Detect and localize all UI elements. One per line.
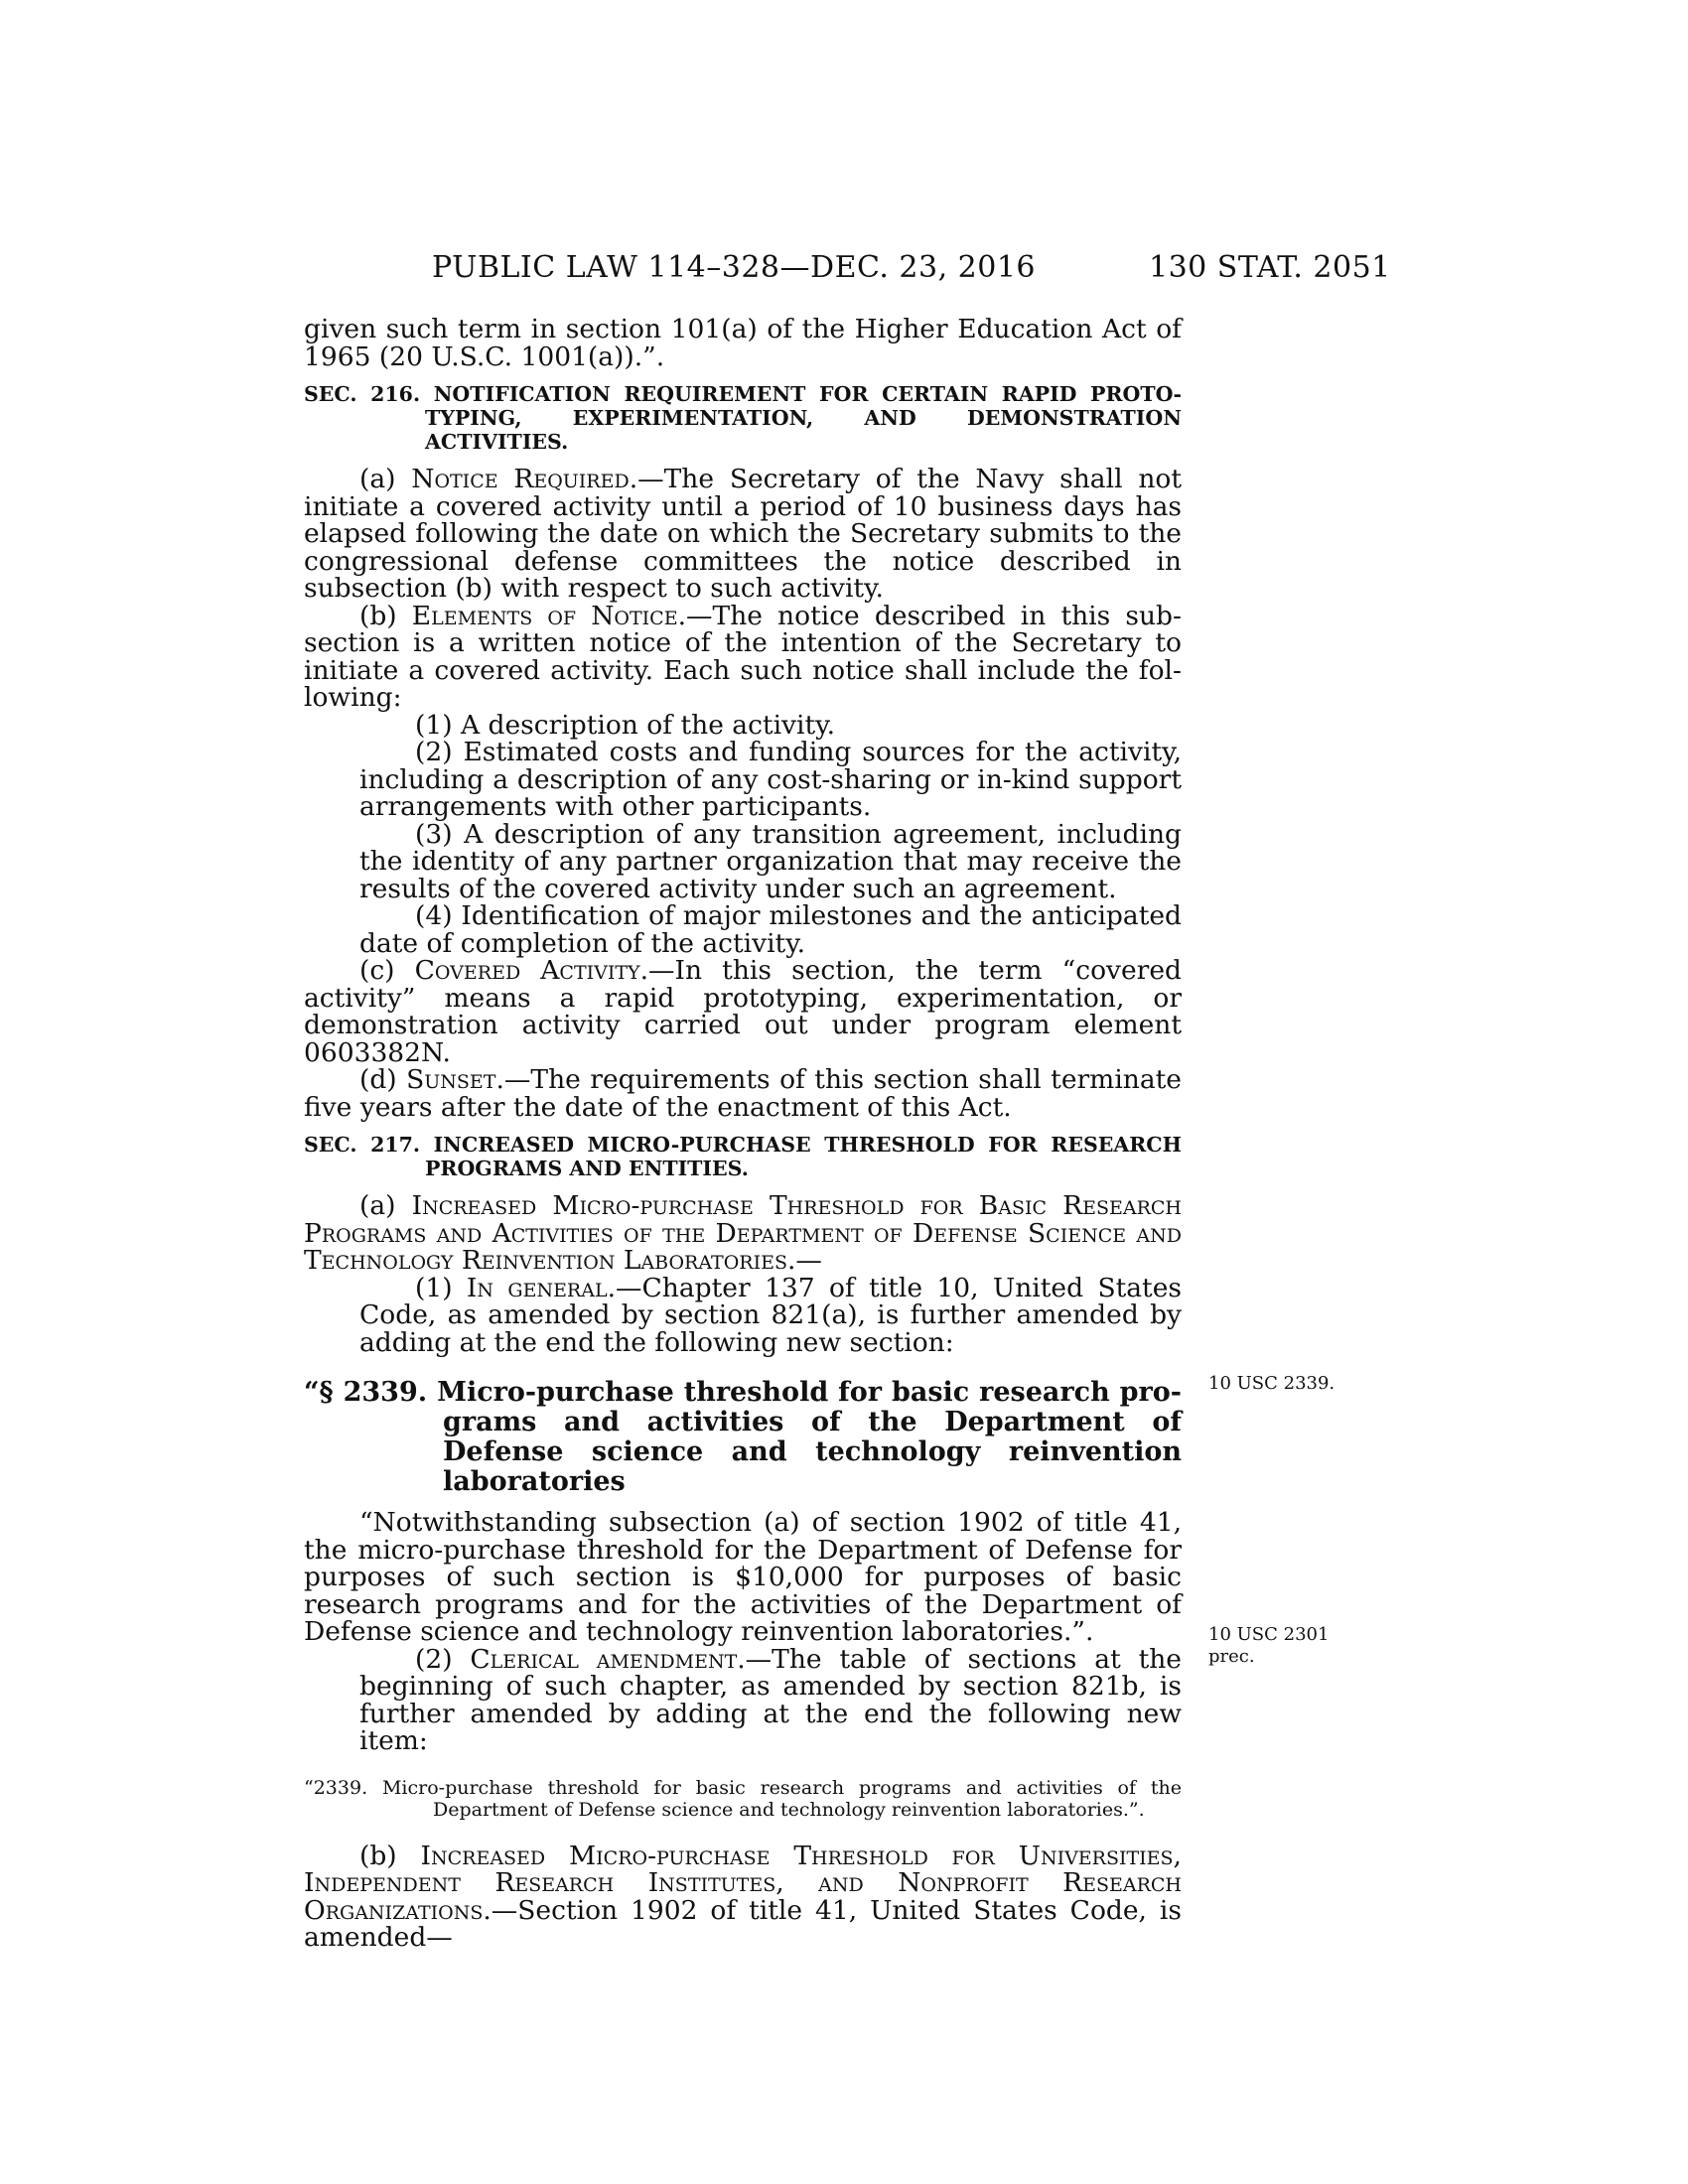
sec217-paragraph-a2-heading: Clerical amendment (470, 1643, 738, 1675)
page-number-stat: 130 STAT. 2051 (1149, 250, 1391, 285)
margin-note-10-usc-2301: 10 USC 2301 prec. (1208, 1624, 1330, 1667)
paragraph-b2: (2) Estimated costs and funding sources for the activity, including a description of any cost-sharing or in-kind support arrangements with other participants. (359, 737, 1182, 822)
subsection-b: (b) Elements of Notice.—The notice described in this subsection is a written notice of the intention of the Secretary to initiate a covered activity. Each such notice shall include the following: (304, 600, 1182, 713)
document-body (304, 316, 1182, 1952)
subsection-a-heading: Notice Required (411, 464, 630, 494)
sec217-subsection-a-heading: Increased Micro-purchase Threshold for Basic Research Programs and Activities of the Department of Defense Science and Technology Reinvention Laboratories (304, 1190, 1182, 1276)
section-217-heading: SEC. 217. INCREASED MICRO-PURCHASE THRESHOLD FOR RESEARCH PROGRAMS AND ENTITIES. (304, 1133, 1182, 1180)
subsection-c-heading: Covered Activity (414, 955, 640, 986)
paragraph-b4: (4) Identification of major milestones and the anticipated date of completion of the activity. (359, 900, 1182, 959)
section-2339-body: “Notwithstanding subsection (a) of section 1902 of title 41, the micro-purchase threshold for the Department of Defense for purposes of such section is $10,000 for purposes of basic research programs and for the activities of the Department of Defense science and technology reinvention laboratories.”. (304, 1507, 1182, 1647)
running-header-title: PUBLIC LAW 114–328—DEC. 23, 2016 (432, 250, 1037, 285)
table-of-sections-item: “2339. Micro-purchase threshold for basic research programs and activities of the Department of Defense science and technology reinvention laboratories.”. (304, 1776, 1182, 1821)
sec217-paragraph-a1: (1) In general.—Chapter 137 of title 10, United States Code, as amended by section 821(a), is further amended by adding at the end the following new section: (359, 1272, 1182, 1358)
subsection-a: (a) Notice Required.—The Secretary of the Navy shall not initiate a covered activity until a period of 10 business days has elapsed following the date on which the Secretary submits to the congressional defense committees the notice described in subsection (b) with respect to such activity. (304, 464, 1182, 604)
section-216-heading: SEC. 216. NOTIFICATION REQUIREMENT FOR CERTAIN RAPID PROTOTYPING, EXPERIMENTATION, AND DEMONSTRATION ACTIVITIES. (304, 382, 1182, 454)
subsection-b-items (304, 709, 1182, 959)
paragraph-b3: (3) A description of any transition agreement, including the identity of any partner organization that may receive the results of the covered activity under such an agreement. (359, 818, 1182, 904)
subsection-d: (d) Sunset.—The requirements of this section shall terminate five years after the date of the enactment of this Act. (304, 1064, 1182, 1123)
sec217-paragraph-a1-heading: In general (466, 1272, 608, 1303)
margin-note-10-usc-2339: 10 USC 2339. (1208, 1373, 1336, 1394)
subsection-d-heading: Sunset (406, 1064, 496, 1095)
sec217-subsection-a: (a) Increased Micro-purchase Threshold for Basic Research Programs and Activities of the Department of Defense Science and Technology Reinvention Laboratories.— (304, 1190, 1182, 1276)
sec217-subsection-b-heading: Increased Micro-purchase Threshold for Universities, Independent Research Institutes, and Nonprofit Research Organizations (304, 1840, 1182, 1926)
paragraph-b1: (1) A description of the activity. (415, 709, 836, 741)
subsection-b-heading: Elements of Notice (411, 600, 678, 631)
subsection-c: (c) Covered Activity.—In this section, the term “covered activity” means a rapid prototyping, experimentation, or demonstration activity carried out under program element 0603382N. (304, 955, 1182, 1068)
sec217-paragraph-a2: (2) Clerical amendment.—The table of sections at the beginning of such chapter, as amended by section 821b, is further amended by adding at the end the following new item: (359, 1643, 1182, 1756)
sec217-subsection-b: (b) Increased Micro-purchase Threshold for Universities, Independent Research Institutes, and Nonprofit Research Organizations.—Section 1902 of title 41, United States Code, is amended— (304, 1840, 1182, 1953)
section-2339-heading: “§ 2339. Micro-purchase threshold for basic research programs and activities of the Department of Defense science and technology reinvention laboratories (304, 1377, 1182, 1497)
paragraph-continuation: given such term in section 101(a) of the Higher Education Act of 1965 (20 U.S.C. 1001(a)).”. (304, 314, 1182, 372)
